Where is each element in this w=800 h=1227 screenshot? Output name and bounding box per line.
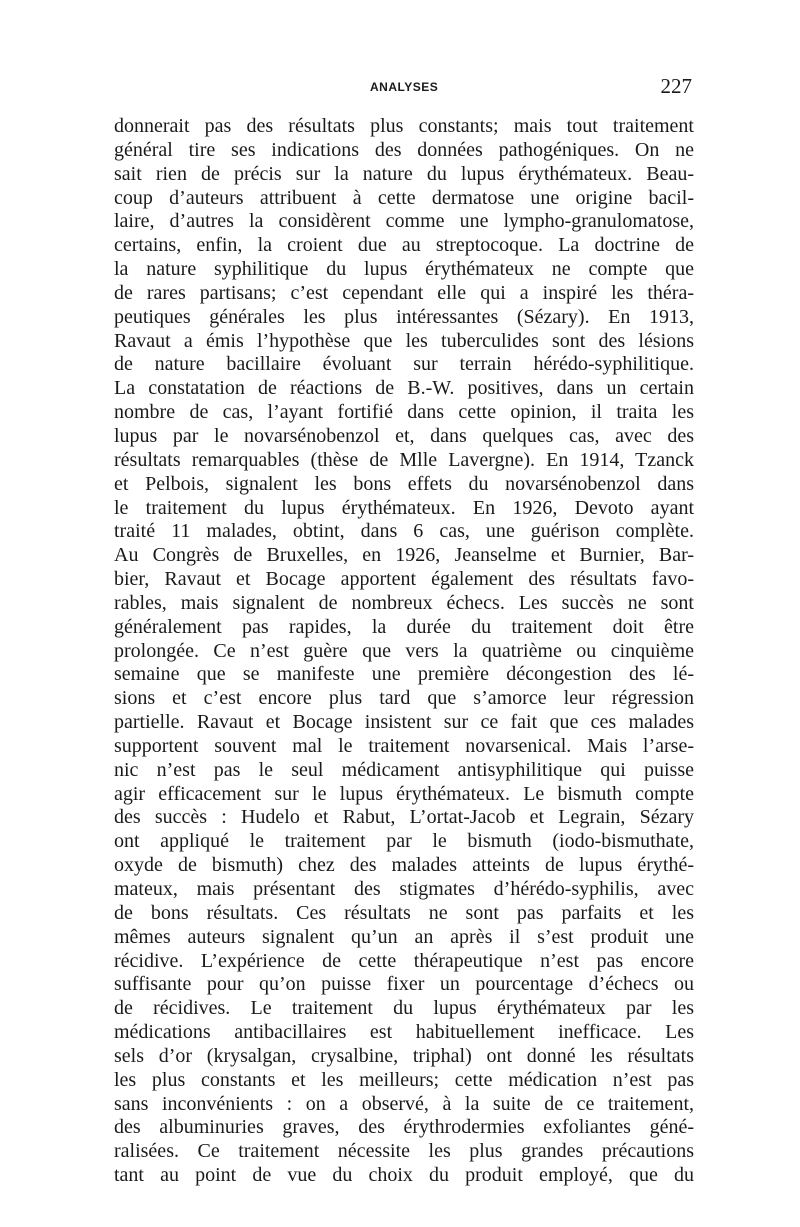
text-line: généralement pas rapides, la durée du traitement doit être	[114, 615, 694, 638]
text-line: semaine que se manifeste une première décongestion des lé-	[114, 663, 694, 686]
text-line: de nature bacillaire évoluant sur terrain hérédo-syphilitique.	[114, 353, 694, 376]
text-line: nic n’est pas le seul médicament antisyphilitique qui puisse	[114, 758, 694, 781]
text-line: certains, enfin, la croient due au streptocoque. La doctrine de	[114, 234, 694, 257]
text-line: mateux, mais présentant des stigmates d’hérédo-syphilis, avec	[114, 878, 694, 900]
text-line: peutiques générales les plus intéressantes (Sézary). En 1913,	[114, 305, 694, 328]
text-line: la nature syphilitique du lupus érythémateux ne compte que	[114, 258, 694, 281]
page-number: 227	[660, 74, 692, 98]
text-line: bier, Ravaut et Bocage apportent également des résultats favo-	[114, 568, 694, 591]
page-header	[112, 74, 692, 104]
text-line: sait rien de précis sur la nature du lupus érythémateux. Beau-	[114, 162, 694, 185]
text-line: ont appliqué le traitement par le bismuth (iodo-bismuthate,	[114, 830, 694, 853]
text-line: général tire ses indications des données pathogéniques. On ne	[114, 138, 694, 161]
text-line: traité 11 malades, obtint, dans 6 cas, une guérison complète.	[114, 520, 694, 543]
text-line: oxyde de bismuth) chez des malades atteints de lupus érythé-	[114, 854, 694, 877]
text-line: sans inconvénients : on a observé, à la suite de ce traitement,	[114, 1092, 694, 1115]
text-line: récidive. L’expérience de cette thérapeutique n’est pas encore	[114, 949, 694, 972]
body-text	[114, 115, 694, 1188]
text-line: et Pelbois, signalent les bons effets du novarsénobenzol dans	[114, 472, 694, 495]
running-head: ANALYSES	[370, 80, 439, 94]
text-line: lupus par le novarsénobenzol et, dans quelques cas, avec des	[114, 424, 694, 447]
text-line: Ravaut a émis l’hypothèse que les tuberculides sont des lésions	[114, 329, 694, 352]
text-line: partielle. Ravaut et Bocage insistent sur ce fait que ces malades	[114, 711, 694, 734]
text-line: de bons résultats. Ces résultats ne sont pas parfaits et les	[114, 901, 694, 924]
text-line: laire, d’autres la considèrent comme une lympho-granulomatose,	[114, 210, 694, 233]
text-line: résultats remarquables (thèse de Mlle Lavergne). En 1914, Tzanck	[114, 448, 694, 471]
text-line: les plus constants et les meilleurs; cette médication n’est pas	[114, 1068, 694, 1091]
text-line: supportent souvent mal le traitement novarsenical. Mais l’arse-	[114, 734, 694, 757]
text-line: Au Congrès de Bruxelles, en 1926, Jeanselme et Burnier, Bar-	[114, 544, 694, 567]
text-line: sions et c’est encore plus tard que s’amorce leur régression	[114, 687, 694, 710]
text-line: de récidives. Le traitement du lupus érythémateux par les	[114, 997, 694, 1020]
text-line: rables, mais signalent de nombreux échecs. Les succès ne sont	[114, 591, 694, 614]
text-line: donnerait pas des résultats plus constants; mais tout traitement	[114, 115, 694, 137]
text-line: nombre de cas, l’ayant fortifié dans cette opinion, il traita les	[114, 401, 694, 424]
text-line: des albuminuries graves, des érythrodermies exfoliantes géné-	[114, 1116, 694, 1139]
text-line: de rares partisans; c’est cependant elle qui a inspiré les théra-	[114, 281, 694, 304]
text-line: suffisante pour qu’on puisse fixer un pourcentage d’échecs ou	[114, 973, 694, 996]
text-line: ralisées. Ce traitement nécessite les plus grandes précautions	[114, 1140, 694, 1163]
text-line: tant au point de vue du choix du produit employé, que du	[114, 1164, 694, 1187]
text-line: coup d’auteurs attribuent à cette dermatose une origine bacil-	[114, 186, 694, 209]
text-line: mêmes auteurs signalent qu’un an après il s’est produit une	[114, 925, 694, 948]
text-line: sels d’or (krysalgan, crysalbine, triphal) ont donné les résultats	[114, 1044, 694, 1067]
text-line: le traitement du lupus érythémateux. En 1926, Devoto ayant	[114, 496, 694, 519]
text-line: prolongée. Ce n’est guère que vers la quatrième ou cinquième	[114, 639, 694, 662]
text-line: médications antibacillaires est habituellement inefficace. Les	[114, 1021, 694, 1044]
text-line: des succès : Hudelo et Rabut, L’ortat-Jacob et Legrain, Sézary	[114, 806, 694, 829]
text-line: agir efficacement sur le lupus érythémateux. Le bismuth compte	[114, 782, 694, 805]
text-line: La constatation de réactions de B.-W. positives, dans un certain	[114, 377, 694, 400]
